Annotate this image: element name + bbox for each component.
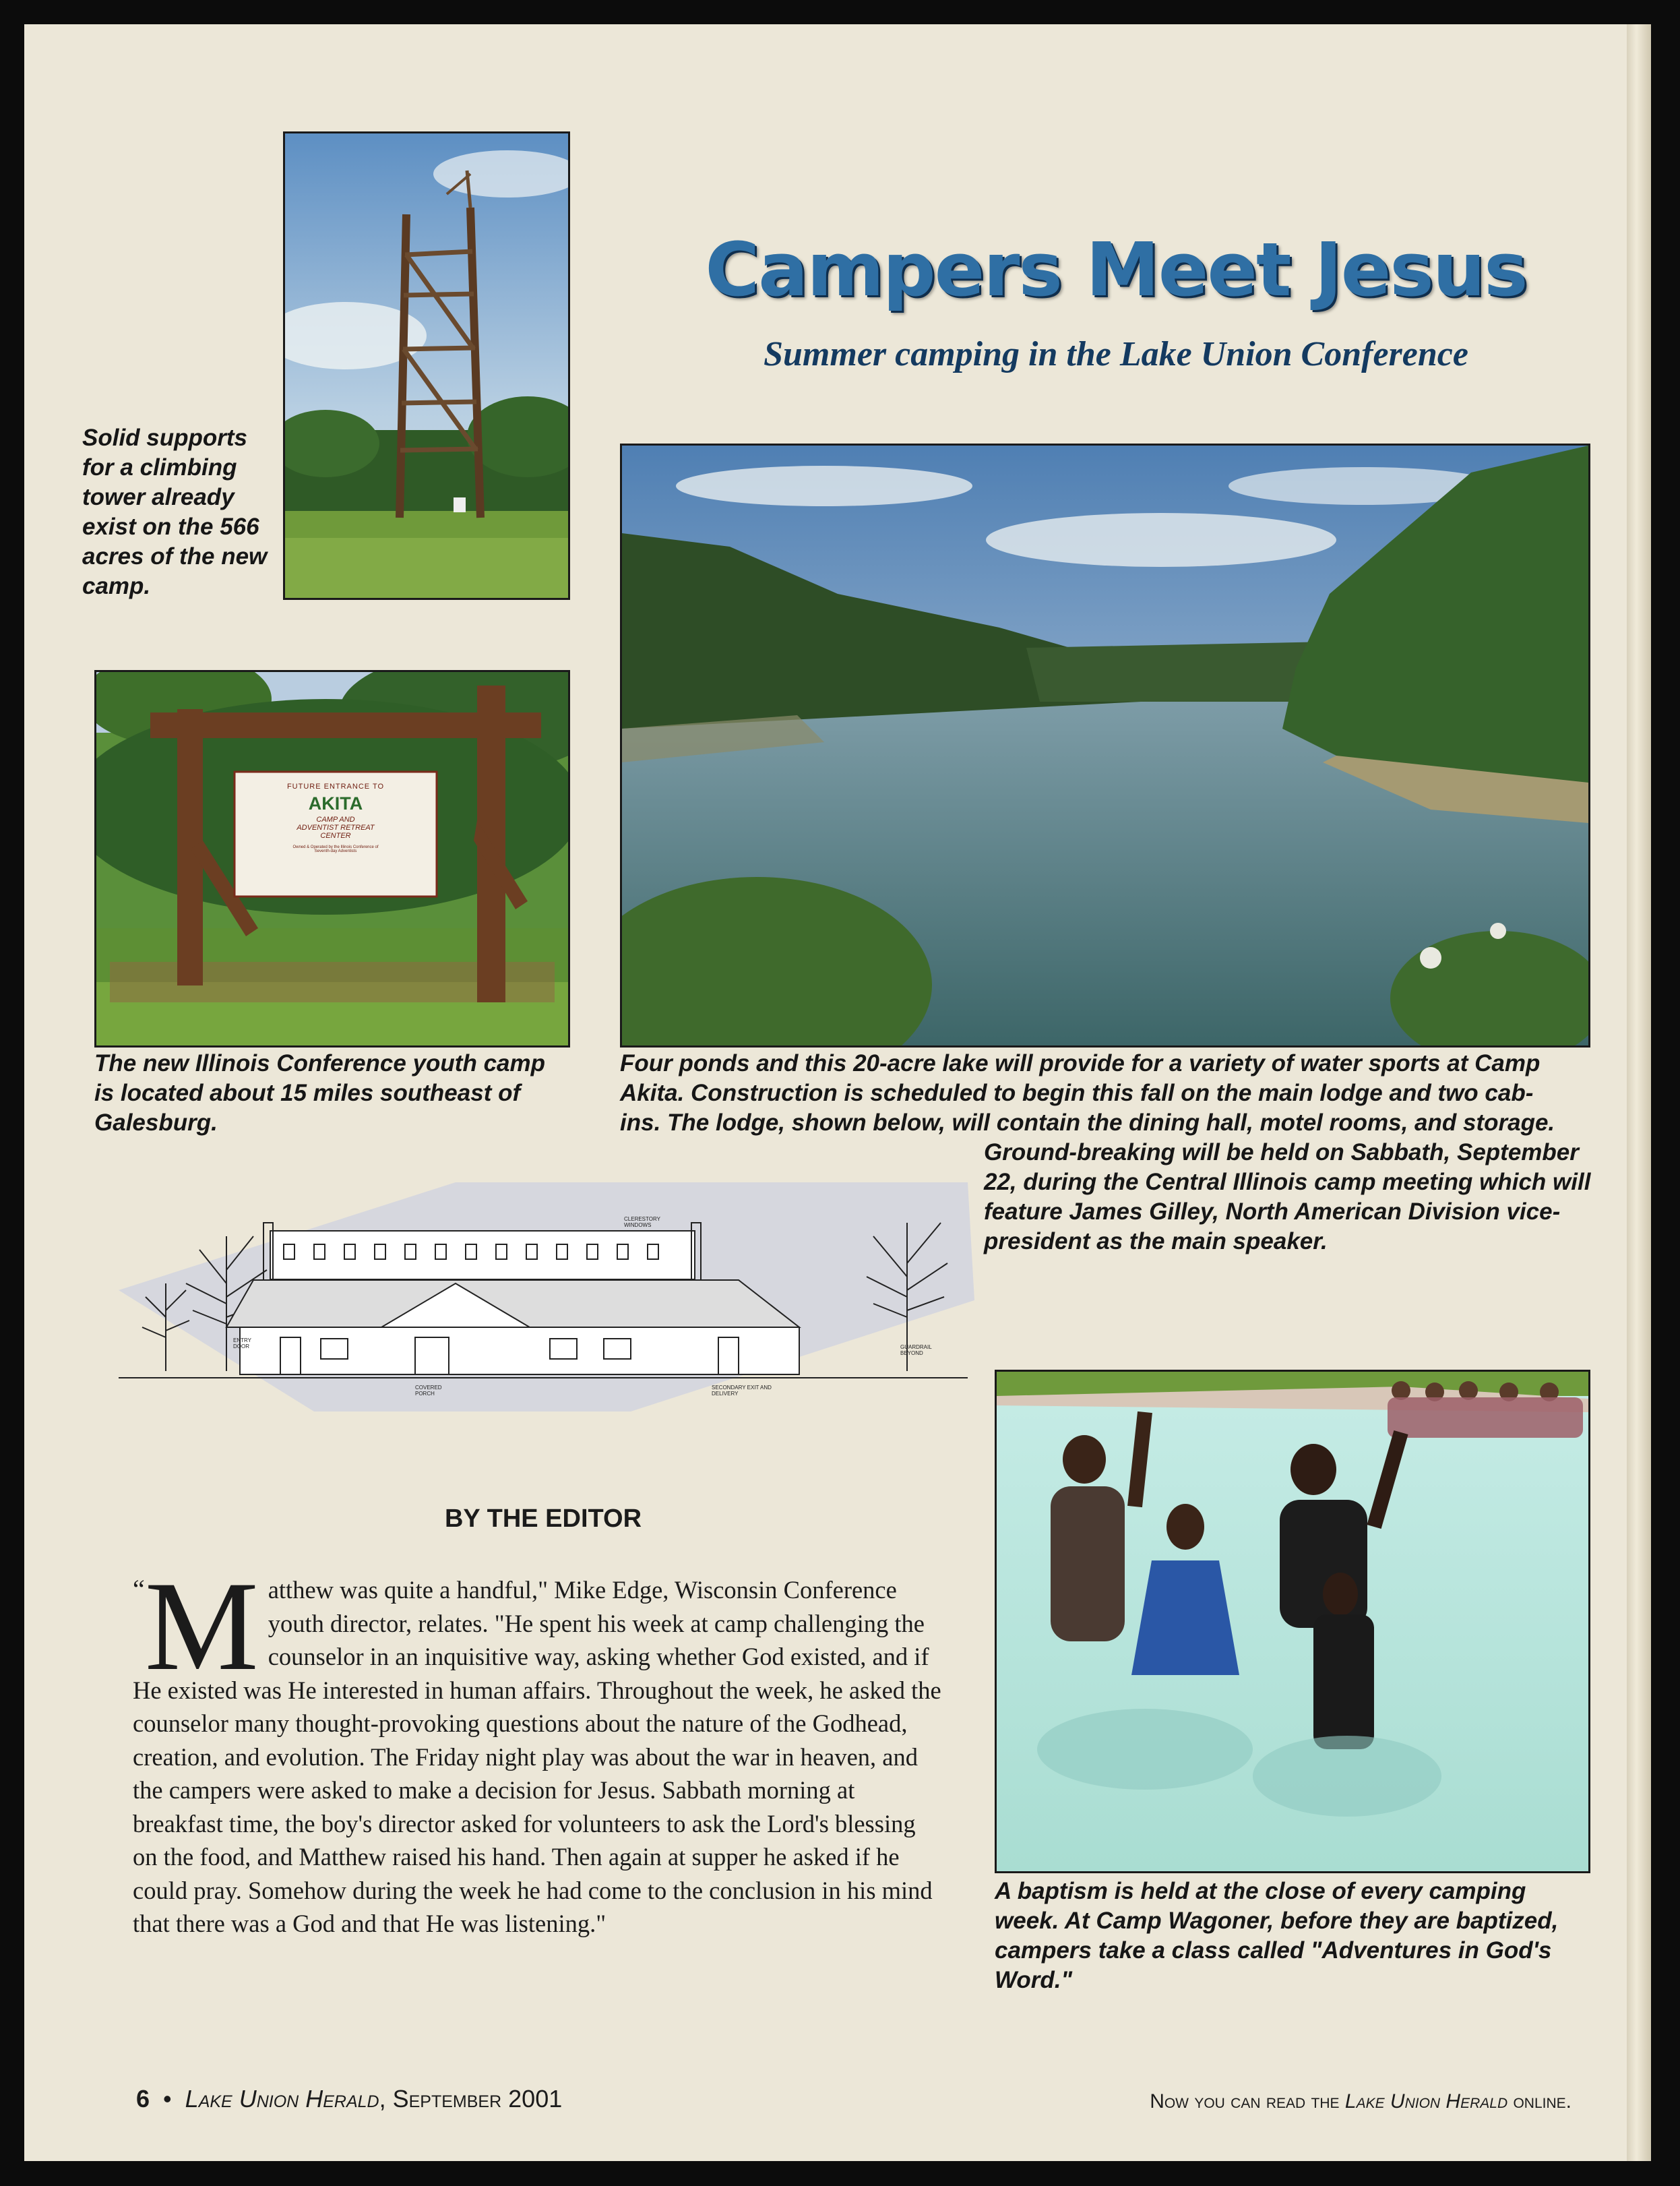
promo-prefix: Now you can read the xyxy=(1150,2090,1340,2113)
groundbreaking-caption: Ground-breaking will be held on Sabbath, September 22, during the Central Illinois camp meeting which will feature James Gilley, North American Division vice-president as the main speaker. xyxy=(984,1139,1591,1254)
baptism-caption: A baptism is held at the close of every camping week. At Camp Wagoner, before they are baptized, campers take a class called "Adventures in God's Word." xyxy=(995,1878,1559,1993)
label-covered-porch: COVERED PORCH xyxy=(415,1385,442,1397)
sign-line-4: ADVENTIST RETREAT xyxy=(297,824,375,832)
folio-date: September 2001 xyxy=(392,2085,563,2113)
camp-entrance-sign-photo xyxy=(94,670,570,1048)
byline: BY THE EDITOR xyxy=(444,1505,642,1533)
sign-line-5: CENTER xyxy=(320,832,351,840)
sign-line-2: AKITA xyxy=(308,793,363,814)
promo-publication: Lake Union Herald xyxy=(1344,2090,1508,2113)
page-title: Campers Meet Jesus xyxy=(705,226,1527,313)
page-number: 6 xyxy=(136,2085,150,2113)
folio-bullet: • xyxy=(163,2085,172,2113)
magazine-page xyxy=(24,24,1642,2161)
climbing-tower-photo xyxy=(283,131,570,600)
lake-caption-line-2: Akita. Construction is scheduled to begin this fall on the main lodge and two cab- xyxy=(620,1080,1534,1106)
lake-photo xyxy=(620,444,1590,1048)
lake-caption xyxy=(620,1049,1601,1138)
folio-publication: Lake Union Herald xyxy=(185,2085,379,2113)
tower-caption: Solid supports for a climbing tower already exist on the 566 acres of the new camp. xyxy=(82,425,268,599)
drop-cap: “M xyxy=(133,1556,259,1697)
lake-caption-line-3: ins. The lodge, shown below, will contain the dining hall, motel rooms, and storage. xyxy=(620,1110,1555,1136)
promo-suffix: online. xyxy=(1513,2090,1572,2113)
label-entry: ENTRY DOOR xyxy=(233,1337,251,1349)
label-clerestory: CLERESTORY WINDOWS xyxy=(624,1216,660,1228)
sign-line-7: Seventh-day Adventists xyxy=(314,849,357,853)
sign-caption: The new Illinois Conference youth camp is located about 15 miles southeast of Galesburg. xyxy=(94,1050,545,1136)
article-body xyxy=(133,1556,941,1941)
article-text: atthew was quite a handful," Mike Edge, Wisconsin Conference youth director, relates. "He spent his week at camp challenging the counselor in an inquisitive way, asking whether God existed, and if He existed was He interested in human affairs. Throughout the week, he asked the counselor many thought-provoking questions about the nature of the Godhead, creation, and evolution. The Friday night play was about the war in heaven, and the campers were asked to make a decision for Jesus. Sabbath morning at breakfast time, the boy's director asked for volunteers to ask the Lord's blessing on the food, and Matthew raised his hand. Then again at supper he asked if he could pray. Somehow during the week he had come to the conclusion in his mind that there was a God and that He was listening." xyxy=(133,1576,941,1937)
sign-line-6: Owned & Operated by the Illinois Conference of xyxy=(292,845,379,849)
label-secondary-exit: SECONDARY EXIT AND DELIVERY xyxy=(712,1385,772,1397)
drop-cap-letter: M xyxy=(144,1556,259,1697)
footer-folio xyxy=(136,2085,562,2113)
folio-comma: , xyxy=(379,2085,393,2113)
sign-face xyxy=(235,772,437,897)
footer-promo xyxy=(992,2090,1572,2113)
sign-line-1: FUTURE ENTRANCE TO xyxy=(286,783,385,791)
sign-line-3: CAMP AND xyxy=(316,816,355,824)
baptism-photo xyxy=(995,1370,1590,1873)
lodge-drawing xyxy=(119,1182,974,1418)
lake-caption-line-1: Four ponds and this 20-acre lake will provide for a variety of water sports at Camp xyxy=(620,1050,1541,1076)
label-guardrail: GUARDRAIL BEYOND xyxy=(900,1344,932,1356)
page-spine-shadow xyxy=(1627,24,1651,2161)
page-subtitle: Summer camping in the Lake Union Conference xyxy=(764,335,1468,373)
